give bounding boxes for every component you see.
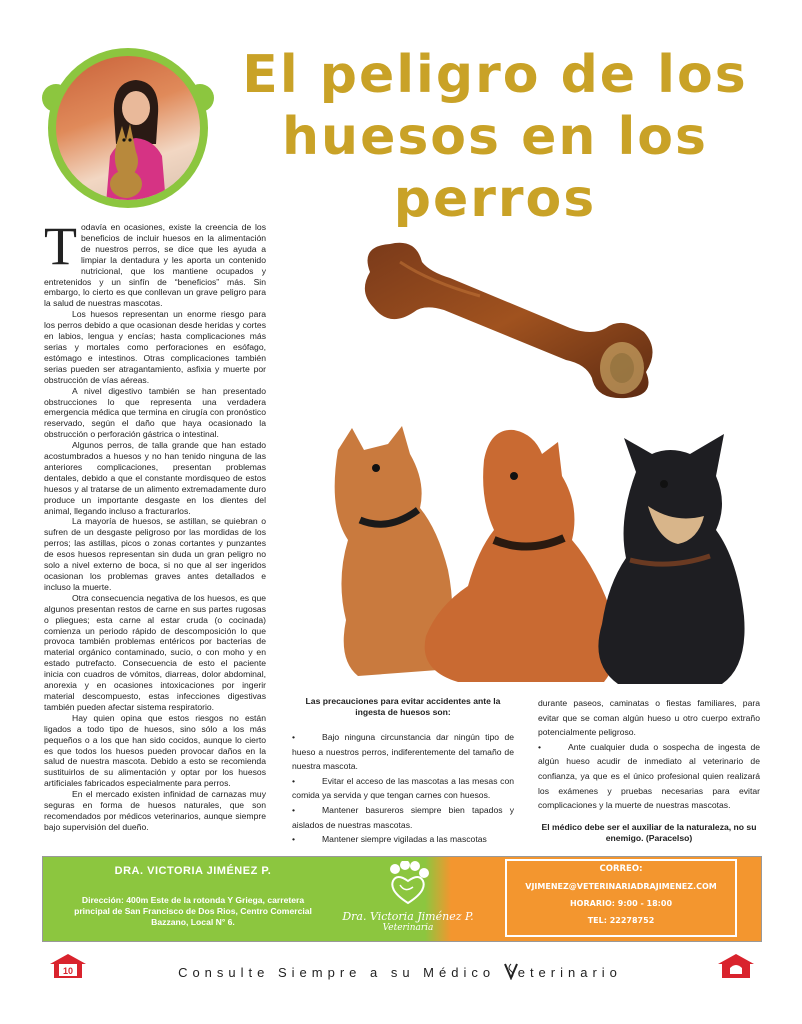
article-paragraph: Otra consecuencia negativa de los huesos, es que algunos presentan restos de carne en sus partes rugosas o pliegues; esta carne al estar cruda (o cocinada) comienza un periodo rápido de descomposición lo que provoca también problemas entéricos por bacterias de material orgánico contaminado, sucio, o con moho y en estado putrefacto. Consecuencia de esto el paciente inicia con cuadros de vómitos, diarreas, dolor abdominal, anorexia y en ocasiones intoxicaciones por ingerir material descompuesto, estas infecciones digestivas también pueden afectar sistema respiratorio.	[44, 592, 266, 712]
doctor-name: DRA. VICTORIA JIMÉNEZ P.	[114, 865, 272, 877]
tagline-text-end: eterinario	[517, 965, 622, 980]
title-line-2: huesos en los	[282, 107, 708, 167]
list-item-text: Ante cualquier duda o sospecha de ingesta de algún hueso acudir de inmediato al veterinario de confianza, ya que es el único profesional quien realizará los exámenes y pruebas necesarias para evitar complicaciones y la muerte de nuestras mascotas.	[538, 741, 760, 811]
drop-cap: T	[44, 216, 77, 276]
list-item	[292, 832, 514, 847]
bullet-icon: •	[292, 775, 296, 786]
house-badge-right	[716, 952, 756, 980]
precautions-subhead: Las precauciones para evitar accidentes ante la ingesta de huesos son:	[305, 696, 501, 717]
list-item-continued: durante paseos, caminatas o fiestas familiares, para evitar que se coman algún hueso u otro cuerpo extraño potencialmente peligroso.	[538, 698, 760, 738]
contact-banner	[42, 856, 762, 942]
precautions-column-continued	[538, 696, 760, 813]
title-line-1: El peligro de los	[242, 45, 748, 105]
list-item-text: Evitar el acceso de las mascotas a las mesas con comida ya servida y que tengan carnes con huesos.	[292, 775, 514, 801]
article-paragraph: Hay quien opina que estos riesgos no están ligados a todo tipo de huesos, sino sólo a los más pequeños o a los que han sido cocidos, aunque lo cierto es que todos los huesos pueden provocar daños en la salud de nuestra mascota. Debido a esto se recomienda sustituirlos de su alimentación y optar por los huesos artificiales fabricados especialmente para perros.	[44, 712, 266, 789]
bullet-icon: •	[292, 804, 296, 815]
contact-box	[505, 859, 737, 937]
footer-tagline	[100, 962, 700, 980]
tagline-text: Consulte Siempre a su Médico	[178, 965, 496, 980]
article-body	[44, 216, 266, 833]
article-paragraph: A nivel digestivo también se han presentado obstrucciones lo que representa una verdadera emergencia médica que termina en cirugía con pronóstico reservado, según el daño que haya ocasionado la obstrucción o perforación gástrica o intestinal.	[44, 385, 266, 440]
list-item	[292, 730, 514, 774]
caduceus-v-icon	[504, 962, 518, 980]
list-item	[292, 803, 514, 832]
clinic-address: Dirección: 400m Este de la rotonda Y Griega, carretera principal de San Francisco de Dos Rios, Centro Comercial Bazzano, Local N° 6.	[74, 895, 312, 927]
paw-heart-icon	[385, 861, 431, 905]
list-item	[538, 740, 760, 813]
bullet-icon: •	[292, 834, 296, 845]
title-line-3: perros	[393, 169, 597, 229]
three-dogs-image	[318, 420, 758, 688]
page-number-badge	[48, 952, 88, 980]
logo-name: Dra. Victoria Jiménez P.	[342, 910, 474, 923]
clinic-logo	[333, 861, 483, 939]
email-label: CORREO:	[599, 864, 643, 874]
logo-subtitle: Veterinaria	[382, 923, 434, 933]
bullet-icon: •	[538, 741, 542, 752]
page-number: 10	[62, 966, 74, 976]
article-paragraph: En el mercado existen infinidad de carnazas muy seguras en forma de huesos naturales, que son recomendados por médicos veterinarios, aunque siempre bajo supervisión del dueño.	[44, 789, 266, 832]
list-item	[292, 774, 514, 803]
bullet-icon: •	[292, 732, 296, 742]
portrait-photo	[48, 48, 208, 208]
page-title	[225, 44, 765, 230]
list-item-text: Mantener basureros siempre bien tapados y aislados de nuestras mascotas.	[292, 804, 514, 830]
email-link[interactable]: VJIMENEZ@VETERINARIADRAJIMENEZ.COM	[525, 882, 717, 891]
article-paragraph	[44, 216, 266, 309]
paracelso-quote: El médico debe ser el auxiliar de la naturaleza, no su enemigo. (Paracelso)	[541, 822, 757, 843]
article-paragraph: La mayoría de huesos, se astillan, se quiebran o sufren de un desgaste peligroso por las mordidas de los perros; las astillas, picos o zonas cortantes y punzantes de esos huesos representan sin duda un gran peligro no solo a nivel externo de boca, si no que al ser ingeridos ocasionan los problemas graves antes detallados e incluso la muerte.	[44, 516, 266, 592]
hours-text: HORARIO: 9:00 - 18:00	[569, 899, 673, 908]
woman-with-dog-icon	[96, 74, 176, 204]
article-paragraph: Algunos perros, de talla grande que han estado acostumbrados a huesos y no han tenido ninguna de las anteriores complicaciones, presentan problemas dentales, debido a que el constante mordisqueo de estos huesos y al tratarse de un alimento extremadamente duro produce un importante desgaste en los dientes del animal, llegando incluso a fracturarlos.	[44, 440, 266, 516]
list-item-text: Bajo ninguna circunstancia dar ningún tipo de hueso a nuestros perros, indiferentemente del tamaño de nuestra mascota.	[292, 732, 514, 772]
phone-text: TEL: 22278752	[587, 916, 655, 925]
bone-image	[360, 232, 660, 402]
list-item-text: Mantener siempre vigiladas a las mascotas	[322, 834, 487, 845]
article-paragraph: Los huesos representan un enorme riesgo para los perros debido a que ocasionan desde heridas y cortes en labios, lengua y encías; hasta complicaciones más serias y mortales como perforaciones en esófago, estómago e intestinos. Otras complicaciones también serias pueden ser atragantamiento, asfixia y muerte por obstrucción de vías aéreas.	[44, 309, 266, 385]
paragraph-text: odavía en ocasiones, existe la creencia de los beneficios de incluir huesos en la alimentación de nuestros perros, se dice que les ayuda a limpiar la dentadura y les aporta un contenido nutricional, que los mantiene ocupados y entretenidos y un sinfín de “beneficios” más. Sin embargo, lo cierto es que conllevan un grave peligro para la salud de nuestras mascotas.	[44, 222, 266, 309]
precautions-column	[292, 696, 514, 847]
author-portrait	[42, 48, 214, 220]
